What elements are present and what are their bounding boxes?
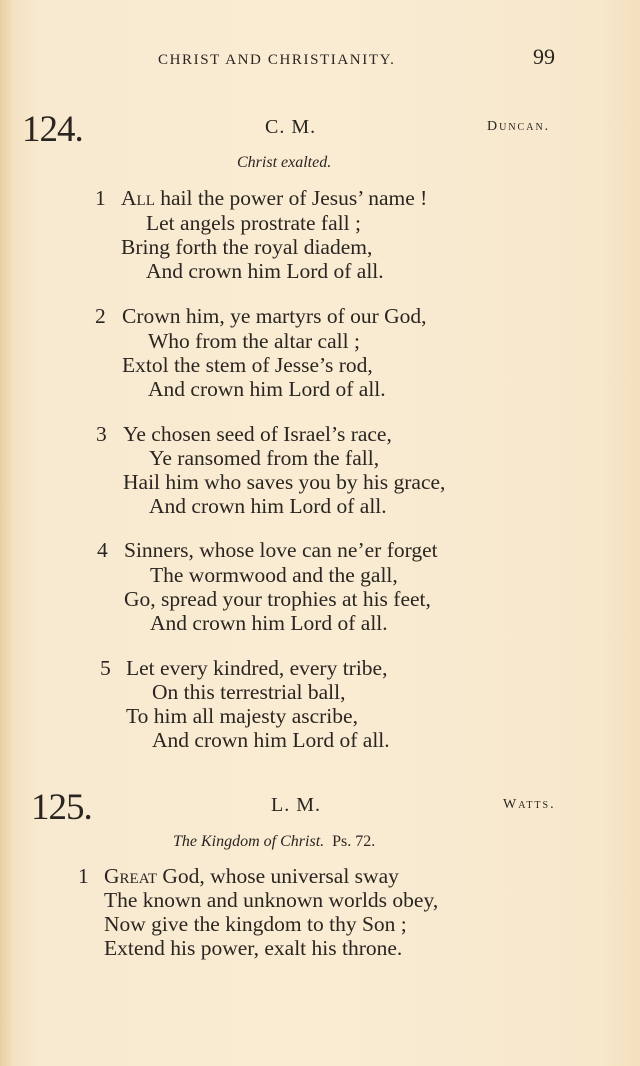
- verse-line: To him all majesty ascribe,: [126, 704, 358, 728]
- verse-line: The known and unknown worlds obey,: [104, 888, 439, 912]
- verse-line: Bring forth the royal diadem,: [121, 235, 373, 259]
- verse-line: And crown him Lord of all.: [146, 259, 384, 283]
- verse-number: 4: [97, 538, 108, 562]
- hymn-subtitle: Christ exalted.: [237, 154, 332, 171]
- verse-line: Ye chosen seed of Israel’s race,: [123, 422, 392, 446]
- hymn-tune: Watts.: [503, 797, 556, 812]
- verse-line: Go, spread your trophies at his feet,: [124, 587, 431, 611]
- verse-line-text: God, whose universal sway: [157, 864, 399, 888]
- verse-number: 1: [95, 186, 106, 210]
- hymn-meter: L. M.: [271, 794, 321, 816]
- verse-first-word: Great: [104, 864, 158, 888]
- verse-number: 3: [96, 422, 107, 446]
- verse-line: And crown him Lord of all.: [150, 611, 388, 635]
- verse-line: Ye ransomed from the fall,: [149, 446, 380, 470]
- verse-line: The wormwood and the gall,: [150, 563, 398, 587]
- verse-line: Let angels prostrate fall ;: [146, 211, 361, 235]
- verse-line: [121, 186, 427, 211]
- verse-line: On this terrestrial ball,: [152, 680, 346, 704]
- verse-line: Extend his power, exalt his throne.: [104, 936, 403, 960]
- verse-line: Now give the kingdom to thy Son ;: [104, 912, 407, 936]
- hymn-number: 124.: [22, 109, 83, 150]
- verse-line: [104, 864, 399, 889]
- verse-line-text: hail the power of Jesus’ name !: [154, 186, 428, 210]
- verse-number: 2: [95, 304, 106, 328]
- verse-line: Crown him, ye martyrs of our God,: [122, 304, 427, 328]
- hymn-number: 125.: [31, 787, 92, 828]
- page-number: 99: [533, 44, 555, 69]
- verse-first-word: All: [121, 186, 155, 210]
- verse-line: Sinners, whose love can ne’er forget: [124, 538, 438, 562]
- verse-line: And crown him Lord of all.: [149, 494, 387, 518]
- hymn-tune: Duncan.: [487, 119, 551, 134]
- verse-line: And crown him Lord of all.: [148, 377, 386, 401]
- hymn-subtitle-text: The Kingdom of Christ.: [173, 833, 325, 850]
- verse-line: Hail him who saves you by his grace,: [123, 470, 446, 494]
- verse-line: Let every kindred, every tribe,: [126, 656, 388, 680]
- verse-line: Who from the altar call ;: [148, 329, 360, 353]
- hymn-subtitle: [173, 833, 375, 851]
- running-head: CHRIST AND CHRISTIANITY.: [158, 52, 396, 68]
- verse-number: 1: [78, 864, 89, 888]
- verse-line: Extol the stem of Jesse’s rod,: [122, 353, 373, 377]
- scripture-reference: Ps. 72.: [332, 833, 376, 850]
- hymn-meter: C. M.: [265, 116, 317, 138]
- verse-number: 5: [100, 656, 111, 680]
- verse-line: And crown him Lord of all.: [152, 728, 390, 752]
